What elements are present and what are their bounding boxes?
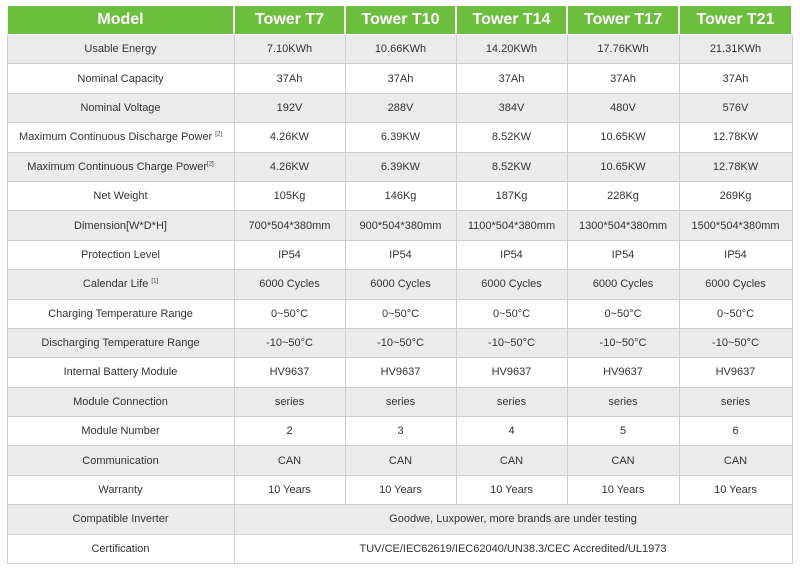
row-label — [7, 270, 234, 299]
table-cell: 3 — [345, 417, 456, 446]
row-label — [7, 240, 234, 269]
table-row — [7, 35, 792, 64]
header-tower-t14: Tower T14 — [456, 6, 567, 35]
table-cell: 6000 Cycles — [345, 270, 456, 299]
table-cell: IP54 — [679, 240, 792, 269]
table-cell: 6.39KW — [345, 123, 456, 152]
table-cell: 10 Years — [234, 475, 345, 504]
row-label-text: Discharging Temperature Range — [41, 337, 200, 350]
table-row — [7, 270, 792, 299]
table-cell: 37Ah — [679, 64, 792, 93]
battery-spec-table — [6, 5, 793, 564]
row-label-text: Warranty — [98, 484, 143, 497]
table-cell: -10~50°C — [679, 328, 792, 357]
table-cell: IP54 — [567, 240, 679, 269]
table-cell: CAN — [456, 446, 567, 475]
row-label — [7, 387, 234, 416]
row-label — [7, 35, 234, 64]
table-row — [7, 64, 792, 93]
table-cell: 12.78KW — [679, 123, 792, 152]
table-cell: 192V — [234, 93, 345, 122]
table-cell: series — [679, 387, 792, 416]
table-row — [7, 387, 792, 416]
table-cell: 4.26KW — [234, 123, 345, 152]
table-row — [7, 123, 792, 152]
table-cell: CAN — [679, 446, 792, 475]
table-cell: 8.52KW — [456, 152, 567, 181]
table-cell: 10 Years — [567, 475, 679, 504]
table-cell: 0~50°C — [345, 299, 456, 328]
header-tower-t10: Tower T10 — [345, 6, 456, 35]
header-model: Model — [7, 6, 234, 35]
table-row — [7, 181, 792, 210]
row-label-text: Dimension[W*D*H] — [74, 219, 167, 232]
table-cell: HV9637 — [456, 358, 567, 387]
row-label — [7, 64, 234, 93]
table-cell: 4.26KW — [234, 152, 345, 181]
table-cell: -10~50°C — [234, 328, 345, 357]
table-row — [7, 152, 792, 181]
row-label — [7, 475, 234, 504]
row-label — [7, 123, 234, 152]
table-row — [7, 534, 792, 563]
table-cell: HV9637 — [567, 358, 679, 387]
table-cell: 1100*504*380mm — [456, 211, 567, 240]
table-cell: 2 — [234, 417, 345, 446]
table-cell: 700*504*380mm — [234, 211, 345, 240]
row-label — [7, 299, 234, 328]
row-label-text: Charging Temperature Range — [48, 307, 193, 320]
table-cell: 4 — [456, 417, 567, 446]
row-label-text: Nominal Capacity — [77, 72, 164, 85]
row-label-text: Protection Level — [81, 248, 160, 261]
row-label — [7, 328, 234, 357]
row-label — [7, 417, 234, 446]
table-cell: 37Ah — [456, 64, 567, 93]
table-row — [7, 211, 792, 240]
table-cell: series — [234, 387, 345, 416]
table-cell: 228Kg — [567, 181, 679, 210]
table-row — [7, 417, 792, 446]
table-cell: HV9637 — [679, 358, 792, 387]
row-label — [7, 152, 234, 181]
row-label — [7, 358, 234, 387]
table-row — [7, 505, 792, 534]
row-label-text: Maximum Continuous Charge Power — [27, 160, 208, 173]
table-cell: 6000 Cycles — [679, 270, 792, 299]
table-row — [7, 299, 792, 328]
table-cell: 576V — [679, 93, 792, 122]
row-label-text: Maximum Continuous Discharge Power — [19, 131, 216, 144]
header-tower-t7: Tower T7 — [234, 6, 345, 35]
table-row — [7, 240, 792, 269]
table-cell: 5 — [567, 417, 679, 446]
table-cell: 12.78KW — [679, 152, 792, 181]
row-label-text: Communication — [82, 454, 159, 467]
table-cell: 0~50°C — [234, 299, 345, 328]
row-label: Certification — [7, 534, 234, 563]
table-cell: 37Ah — [345, 64, 456, 93]
header-tower-t17: Tower T17 — [567, 6, 679, 35]
row-label-text: Module Connection — [73, 395, 168, 408]
row-label — [7, 211, 234, 240]
table-cell: -10~50°C — [456, 328, 567, 357]
table-cell: series — [456, 387, 567, 416]
table-cell: series — [345, 387, 456, 416]
table-cell: 6000 Cycles — [456, 270, 567, 299]
table-cell: HV9637 — [234, 358, 345, 387]
table-cell: 187Kg — [456, 181, 567, 210]
table-cell: 105Kg — [234, 181, 345, 210]
table-cell: 10.66KWh — [345, 35, 456, 64]
table-cell: 6000 Cycles — [234, 270, 345, 299]
table-row — [7, 93, 792, 122]
row-label-text: Net Weight — [93, 190, 148, 203]
table-cell: 17.76KWh — [567, 35, 679, 64]
table-cell: HV9637 — [345, 358, 456, 387]
table-cell: -10~50°C — [567, 328, 679, 357]
row-label: Compatible Inverter — [7, 505, 234, 534]
table-cell: 480V — [567, 93, 679, 122]
row-label — [7, 446, 234, 475]
row-label — [7, 93, 234, 122]
row-label-text: Nominal Voltage — [80, 101, 161, 114]
table-cell: 0~50°C — [679, 299, 792, 328]
footnote-ref: [2] — [207, 161, 214, 168]
table-cell: CAN — [234, 446, 345, 475]
table-cell: 14.20KWh — [456, 35, 567, 64]
table-cell: CAN — [567, 446, 679, 475]
table-cell: IP54 — [345, 240, 456, 269]
table-cell: 10.65KW — [567, 123, 679, 152]
merged-cell: Goodwe, Luxpower, more brands are under testing — [234, 505, 792, 534]
footnote-ref: [1] — [151, 278, 159, 285]
table-cell: 1500*504*380mm — [679, 211, 792, 240]
table-cell: 6000 Cycles — [567, 270, 679, 299]
table-cell: 146Kg — [345, 181, 456, 210]
table-cell: 6 — [679, 417, 792, 446]
table-cell: IP54 — [456, 240, 567, 269]
table-cell: 10 Years — [456, 475, 567, 504]
table-cell: CAN — [345, 446, 456, 475]
table-cell: 0~50°C — [567, 299, 679, 328]
row-label-text: Calendar Life — [82, 278, 152, 291]
table-cell: 21.31KWh — [679, 35, 792, 64]
merged-cell: TUV/CE/IEC62619/IEC62040/UN38.3/CEC Accredited/UL1973 — [234, 534, 792, 563]
table-row — [7, 358, 792, 387]
table-cell: 900*504*380mm — [345, 211, 456, 240]
table-cell: IP54 — [234, 240, 345, 269]
row-label — [7, 181, 234, 210]
table-cell: 10 Years — [345, 475, 456, 504]
footnote-ref: [2] — [215, 131, 222, 138]
table-cell: 10.65KW — [567, 152, 679, 181]
table-row — [7, 446, 792, 475]
table-cell: 10 Years — [679, 475, 792, 504]
table-row — [7, 475, 792, 504]
table-cell: 37Ah — [234, 64, 345, 93]
table-cell: 288V — [345, 93, 456, 122]
table-cell: 37Ah — [567, 64, 679, 93]
table-cell: series — [567, 387, 679, 416]
row-label-text: Internal Battery Module — [63, 366, 178, 379]
table-row — [7, 328, 792, 357]
header-row — [7, 6, 792, 35]
table-cell: 269Kg — [679, 181, 792, 210]
row-label-text: Usable Energy — [84, 43, 157, 56]
header-tower-t21: Tower T21 — [679, 6, 792, 35]
table-cell: 7.10KWh — [234, 35, 345, 64]
table-cell: 1300*504*380mm — [567, 211, 679, 240]
row-label-text: Module Number — [81, 425, 160, 438]
table-cell: 0~50°C — [456, 299, 567, 328]
table-cell: 6.39KW — [345, 152, 456, 181]
table-cell: -10~50°C — [345, 328, 456, 357]
table-cell: 384V — [456, 93, 567, 122]
table-cell: 8.52KW — [456, 123, 567, 152]
